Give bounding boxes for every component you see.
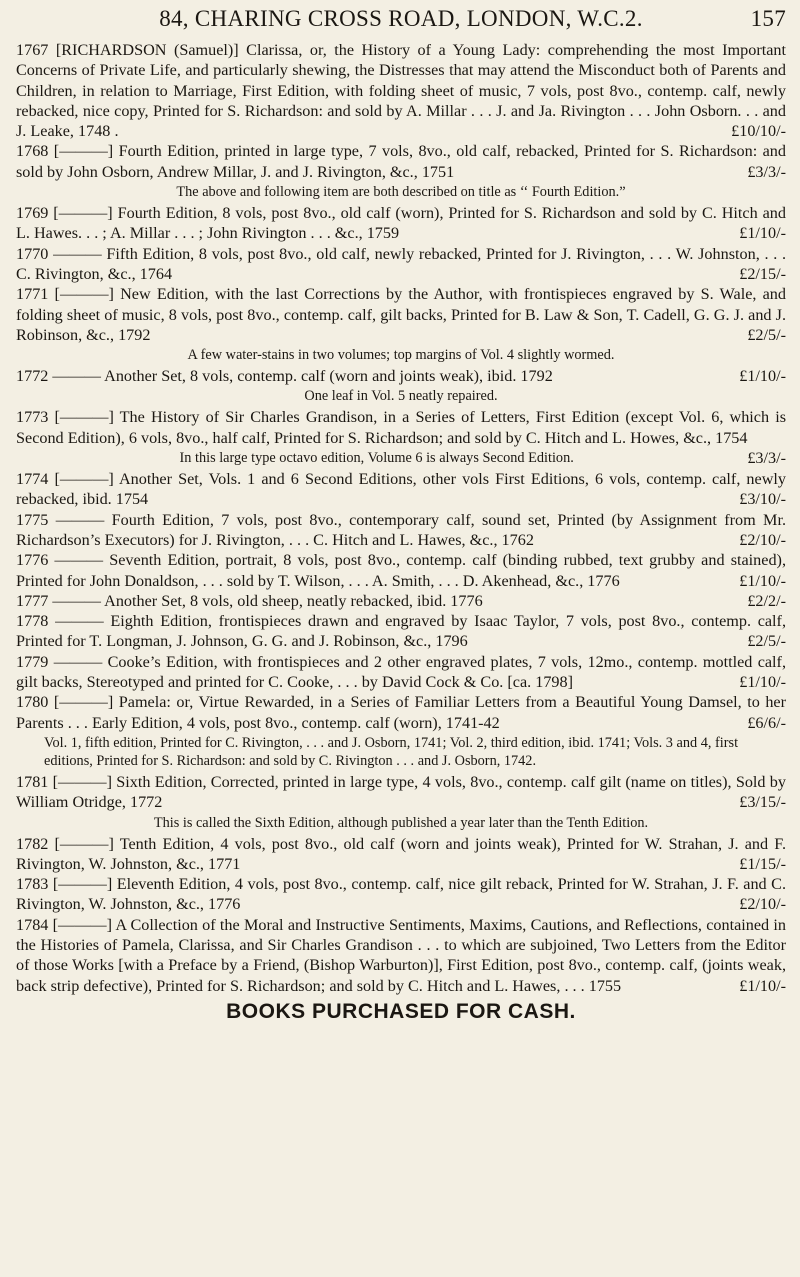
catalogue-entry [16, 591, 786, 611]
catalogue-entry [16, 915, 786, 996]
catalogue-entry [16, 772, 786, 813]
catalogue-entry [16, 469, 786, 510]
entry-price: £3/3/- [747, 449, 786, 468]
entry-text: 1767 [RICHARDSON (Samuel)] Clarissa, or, the History of a Young Lady: comprehending the most Important Concerns of Private Life, and particularly shewing, the Distresses that may attend the Misconduct both of Parents and Children, in relation to Marriage, First Edition, with folding sheet of music, 7 vols, post 8vo., contemp. calf, newly rebacked, nice copy, Printed for S. Richardson: and sold by A. Millar . . . J. and Ja. Rivington . . . John Osborn. . . and J. Leake, 1748 . [16, 41, 786, 141]
entry-price: £1/10/- [739, 976, 786, 995]
catalogue-entry [16, 244, 786, 285]
page-number: 157 [750, 6, 786, 31]
entry-text: 1774 [———] Another Set, Vols. 1 and 6 Second Editions, other vols First Editions, 6 vols, contemp. calf, newly rebacked, ibid. 1754 [16, 470, 786, 509]
entry-price: £6/6/- [747, 713, 786, 732]
entry-note: Vol. 1, fifth edition, Printed for C. Rivington, . . . and J. Osborn, 1741; Vol. 2, third edition, ibid. 1741; Vols. 3 and 4, first editions, Printed for S. Richardson: and sold by C. Rivington . . . and J. Osborn, 1742. [44, 734, 739, 769]
entry-price: £2/5/- [747, 325, 786, 344]
catalogue-entry [16, 40, 786, 141]
entry-text: 1776 ——— Seventh Edition, portrait, 8 vols, post 8vo., contemp. calf (binding rubbed, text grubby and stained), Printed for John Donaldson, . . . sold by T. Wilson, . . . A. Smith, . . . D. Akenhead, &c., 1776 [16, 551, 786, 590]
entry-text: 1783 [———] Eleventh Edition, 4 vols, post 8vo., contemp. calf, nice gilt reback, Printed for W. Strahan, J. F. and C. Rivington, W. Johnston, &c., 1776 [16, 875, 786, 914]
entry-text: 1775 ——— Fourth Edition, 7 vols, post 8vo., contemporary calf, sound set, Printed (by Assignment from Mr. Richardson’s Executors) for J. Rivington, . . . C. Hitch and L. Hawes, &c., 1762 [16, 510, 786, 549]
catalogue-entry [16, 550, 786, 591]
entry-note: A few water-stains in two volumes; top margins of Vol. 4 slightly wormed. [187, 347, 615, 364]
entry-note: The above and following item are both described on title as ‘‘ Fourth Edition.” [176, 184, 626, 201]
entry-text: 1780 [———] Pamela: or, Virtue Rewarded, in a Series of Familiar Letters from a Beautiful Young Damsel, to her Parents . . . Early Edition, 4 vols, post 8vo., contemp. calf (worn), 1741-42 [16, 693, 786, 732]
entry-price: £1/10/- [739, 224, 786, 243]
entry-price: £2/10/- [739, 530, 786, 549]
entry-text: 1771 [———] New Edition, with the last Corrections by the Author, with frontispieces engraved by S. Wale, and folding sheet of music, 8 vols, post 8vo., contemp. calf, gilt backs, Printed for B. Law & Son, T. Cadell, G. G. J. and J. Robinson, &c., 1792 [16, 285, 786, 344]
entry-text: 1778 ——— Eighth Edition, frontispieces drawn and engraved by Isaac Taylor, 7 vols, post 8vo., contemp. calf, Printed for T. Longman, J. Johnson, G. G. and J. Robinson, &c., 1796 [16, 612, 786, 651]
entry-note: One leaf in Vol. 5 neatly repaired. [304, 388, 498, 405]
entry-text: 1782 [———] Tenth Edition, 4 vols, post 8vo., old calf (worn and joints weak), Printed for W. Strahan, J. and F. Rivington, W. Johnston, &c., 1771 [16, 834, 786, 873]
entry-price: £2/15/- [739, 264, 786, 283]
entry-price: £3/15/- [739, 793, 786, 812]
catalogue-entry [16, 366, 786, 386]
entry-price: £1/10/- [739, 673, 786, 692]
entry-text: 1777 ——— Another Set, 8 vols, old sheep, neatly rebacked, ibid. 1776 [16, 591, 483, 610]
page-title: 84, CHARING CROSS ROAD, LONDON, W.C.2. [159, 6, 643, 31]
catalogue-entry [16, 692, 786, 733]
catalogue-entry [16, 203, 786, 244]
entry-price: £3/10/- [739, 490, 786, 509]
entry-text: 1768 [———] Fourth Edition, printed in large type, 7 vols, 8vo., old calf, rebacked, Printed for S. Richardson: and sold by John Osborn, Andrew Millar, J. and J. Rivington, &c., 1751 [16, 142, 786, 181]
entry-price: £10/10/- [731, 122, 786, 141]
entry-note: In this large type octavo edition, Volume 6 is always Second Edition. [179, 450, 574, 467]
entry-text: 1784 [———] A Collection of the Moral and Instructive Sentiments, Maxims, Cautions, and Reflections, contained in the Histories of Pamela, Clarissa, and Sir Charles Grandison . . . to which are subjoined, Two Letters from the Editor of those Works [with a Preface by a Friend, (Bishop Warburton)], First Edition, post 8vo., contemp. calf, (joints weak, back strip defective), Printed for S. Richardson; and sold by C. Hitch and L. Hawes, . . . 1755 [16, 915, 786, 995]
catalogue-entry [16, 652, 786, 693]
entry-text: 1779 ——— Cooke’s Edition, with frontispieces and 2 other engraved plates, 7 vols, 12mo., contemp. mottled calf, gilt backs, Stereotyped and printed for C. Cooke, . . . by David Cock & Co. [ca. 1798] [16, 652, 786, 692]
catalogue-entries [16, 40, 786, 996]
entry-note: This is called the Sixth Edition, although published a year later than the Tenth Edition. [153, 814, 649, 831]
entry-price: £3/3/- [747, 162, 786, 181]
entry-text: 1770 ——— Fifth Edition, 8 vols, post 8vo., old calf, newly rebacked, Printed for J. Rivington, . . . W. Johnston, . . . C. Rivington, &c., 1764 [16, 244, 786, 283]
catalogue-entry [16, 874, 786, 915]
catalogue-entry [16, 611, 786, 652]
catalogue-entry [16, 510, 786, 551]
entry-text: 1772 ——— Another Set, 8 vols, contemp. calf (worn and joints weak), ibid. 1792 [16, 367, 553, 386]
entry-text: 1773 [———] The History of Sir Charles Grandison, in a Series of Letters, First Edition (except Vol. 6, which is Second Edition), 6 vols, 8vo., half calf, Printed for S. Richardson; and sold by C. Hitch and L. Howes, &c., 1754 [16, 408, 786, 447]
catalogue-entry [16, 834, 786, 875]
entry-price: £2/10/- [739, 895, 786, 914]
entry-text: 1781 [———] Sixth Edition, Corrected, printed in large type, 4 vols, 8vo., contemp. calf gilt (name on titles), Sold by William Otridge, 1772 [16, 772, 786, 812]
entry-price: £1/15/- [739, 854, 786, 873]
entry-price: £1/10/- [739, 367, 786, 386]
entry-price: £2/5/- [747, 632, 786, 651]
catalogue-entry [16, 141, 786, 182]
footer-notice: BOOKS PURCHASED FOR CASH. [226, 999, 576, 1023]
entry-price: £1/10/- [739, 571, 786, 590]
page-header [16, 6, 786, 40]
entry-text: 1769 [———] Fourth Edition, 8 vols, post 8vo., old calf (worn), Printed for S. Richardson and sold by C. Hitch and L. Hawes. . . ; A. Millar . . . ; John Rivington . . . &c., 1759 [16, 204, 786, 243]
entry-price: £2/2/- [747, 591, 786, 610]
catalogue-entry [16, 284, 786, 345]
